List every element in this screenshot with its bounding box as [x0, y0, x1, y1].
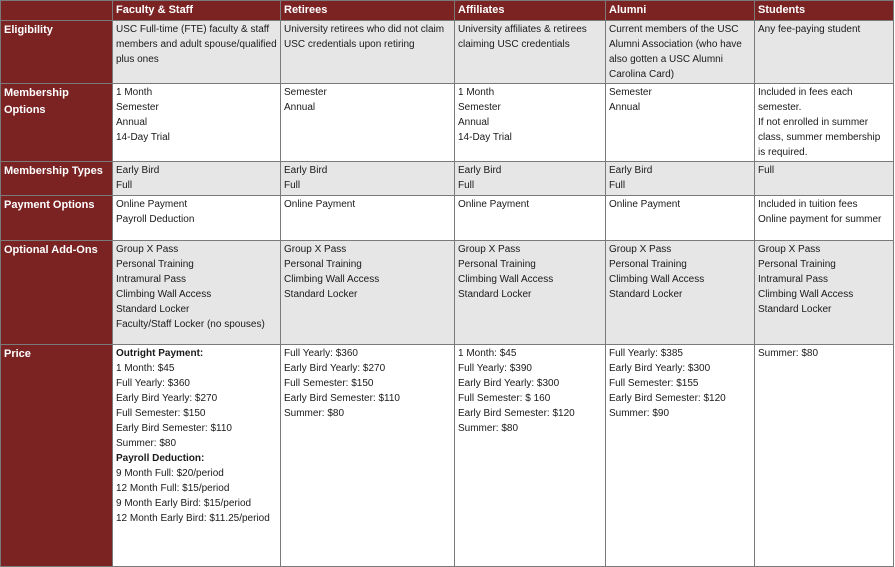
cell-membership-types-faculty-staff — [113, 162, 281, 196]
cell-eligibility-affiliates — [455, 21, 606, 84]
cell-line: If not enrolled in summer class, summer membership is required. — [758, 117, 881, 158]
cell-line: Full Semester: $155 — [609, 378, 699, 389]
cell-line: Full — [458, 180, 475, 191]
row-header-membership-options: Membership Options — [1, 84, 113, 162]
cell-line: 1 Month: $45 — [116, 363, 175, 374]
cell-line: Climbing Wall Access — [758, 289, 854, 300]
cell-line: Standard Locker — [284, 289, 358, 300]
cell-line: Included in fees each semester. — [758, 87, 853, 113]
cell-price-faculty-staff — [113, 345, 281, 567]
cell-line: Intramural Pass — [758, 274, 829, 285]
corner-header — [1, 1, 113, 21]
cell-line: 1 Month — [458, 87, 495, 98]
cell-line: Early Bird Semester: $120 — [458, 408, 575, 419]
cell-line: Semester — [284, 87, 327, 98]
cell-line: Annual — [609, 102, 641, 113]
table-row-membership-options — [1, 84, 894, 162]
cell-line: Climbing Wall Access — [116, 289, 212, 300]
row-header-optional-add-ons: Optional Add-Ons — [1, 241, 113, 345]
cell-line: Payroll Deduction — [116, 214, 195, 225]
cell-line: Climbing Wall Access — [458, 274, 554, 285]
cell-membership-types-affiliates — [455, 162, 606, 196]
cell-line: Intramural Pass — [116, 274, 187, 285]
cell-line: Full Yearly: $390 — [458, 363, 532, 374]
cell-line: Semester — [458, 102, 501, 113]
cell-line: Online Payment — [116, 199, 188, 210]
cell-line: Standard Locker — [758, 304, 832, 315]
cell-line: Group X Pass — [458, 244, 521, 255]
cell-line: Group X Pass — [116, 244, 179, 255]
cell-line: Early Bird — [284, 165, 328, 176]
cell-line: Climbing Wall Access — [284, 274, 380, 285]
column-header-faculty-staff: Faculty & Staff — [113, 1, 281, 21]
cell-line: Summer: $80 — [758, 348, 819, 359]
cell-line: Annual — [116, 117, 148, 128]
cell-line: University retirees who did not claim USC credentials upon retiring — [284, 24, 445, 50]
cell-price-affiliates — [455, 345, 606, 567]
cell-line: Full Yearly: $360 — [284, 348, 358, 359]
cell-payment-options-alumni — [606, 196, 755, 241]
cell-membership-options-faculty-staff — [113, 84, 281, 162]
cell-line: Personal Training — [609, 259, 687, 270]
cell-line: Full — [284, 180, 301, 191]
cell-membership-options-alumni — [606, 84, 755, 162]
cell-line: Full Yearly: $385 — [609, 348, 683, 359]
cell-line: Summer: $80 — [116, 438, 177, 449]
cell-line: Online Payment — [284, 199, 356, 210]
cell-line: Early Bird Semester: $120 — [609, 393, 726, 404]
cell-line: Standard Locker — [458, 289, 532, 300]
cell-line: Summer: $80 — [458, 423, 519, 434]
cell-line: Full Semester: $150 — [284, 378, 374, 389]
cell-membership-options-retirees — [281, 84, 455, 162]
cell-line: Personal Training — [758, 259, 836, 270]
cell-eligibility-alumni — [606, 21, 755, 84]
cell-line: Group X Pass — [284, 244, 347, 255]
cell-line: 12 Month Full: $15/period — [116, 483, 230, 494]
cell-eligibility-students — [755, 21, 894, 84]
cell-price-retirees — [281, 345, 455, 567]
column-header-retirees: Retirees — [281, 1, 455, 21]
column-header-affiliates: Affiliates — [455, 1, 606, 21]
cell-line: 12 Month Early Bird: $11.25/period — [116, 513, 270, 524]
cell-line: 1 Month — [116, 87, 153, 98]
cell-line: Early Bird Yearly: $270 — [116, 393, 218, 404]
header-row — [1, 1, 894, 21]
cell-line: Early Bird — [116, 165, 160, 176]
table-body — [1, 21, 894, 567]
cell-eligibility-retirees — [281, 21, 455, 84]
cell-line: Online payment for summer — [758, 214, 882, 225]
row-header-membership-types: Membership Types — [1, 162, 113, 196]
cell-subheading: Outright Payment: — [116, 348, 204, 359]
cell-line: Full Semester: $ 160 — [458, 393, 551, 404]
cell-line: Full — [609, 180, 626, 191]
cell-line: 9 Month Early Bird: $15/period — [116, 498, 252, 509]
cell-line: Annual — [458, 117, 490, 128]
cell-payment-options-affiliates — [455, 196, 606, 241]
cell-optional-add-ons-faculty-staff — [113, 241, 281, 345]
row-header-price: Price — [1, 345, 113, 567]
row-header-payment-options: Payment Options — [1, 196, 113, 241]
cell-line: Faculty/Staff Locker (no spouses) — [116, 319, 265, 330]
cell-line: Early Bird — [458, 165, 502, 176]
cell-membership-types-retirees — [281, 162, 455, 196]
cell-line: 1 Month: $45 — [458, 348, 517, 359]
cell-line: 9 Month Full: $20/period — [116, 468, 224, 479]
cell-line: Summer: $90 — [609, 408, 670, 419]
cell-line: Summer: $80 — [284, 408, 345, 419]
cell-optional-add-ons-students — [755, 241, 894, 345]
column-header-students: Students — [755, 1, 894, 21]
cell-payment-options-students — [755, 196, 894, 241]
cell-line: Online Payment — [458, 199, 530, 210]
table-row-membership-types — [1, 162, 894, 196]
cell-line: Current members of the USC Alumni Association (who have also gotten a USC Alumni Carolina Card) — [609, 24, 742, 80]
cell-line: Annual — [284, 102, 316, 113]
cell-price-students — [755, 345, 894, 567]
cell-line: Early Bird — [609, 165, 653, 176]
cell-membership-options-affiliates — [455, 84, 606, 162]
cell-line: Semester — [609, 87, 652, 98]
cell-membership-options-students — [755, 84, 894, 162]
cell-line: Early Bird Semester: $110 — [284, 393, 400, 404]
cell-payment-options-retirees — [281, 196, 455, 241]
cell-line: Semester — [116, 102, 159, 113]
cell-membership-types-students — [755, 162, 894, 196]
cell-line: Personal Training — [458, 259, 536, 270]
cell-line: Standard Locker — [609, 289, 683, 300]
table-row-optional-add-ons — [1, 241, 894, 345]
cell-subheading: Payroll Deduction: — [116, 453, 205, 464]
cell-line: Online Payment — [609, 199, 681, 210]
cell-line: Early Bird Yearly: $270 — [284, 363, 386, 374]
column-header-alumni: Alumni — [606, 1, 755, 21]
cell-line: Full Semester: $150 — [116, 408, 206, 419]
table-row-price — [1, 345, 894, 567]
cell-line: Early Bird Semester: $110 — [116, 423, 232, 434]
cell-line: 14-Day Trial — [116, 132, 170, 143]
cell-payment-options-faculty-staff — [113, 196, 281, 241]
cell-line: Any fee-paying student — [758, 24, 861, 35]
table-row-payment-options — [1, 196, 894, 241]
cell-line: Personal Training — [116, 259, 194, 270]
table-row-eligibility — [1, 21, 894, 84]
cell-line: 14-Day Trial — [458, 132, 512, 143]
row-header-eligibility: Eligibility — [1, 21, 113, 84]
cell-line: Personal Training — [284, 259, 362, 270]
cell-eligibility-faculty-staff — [113, 21, 281, 84]
cell-line: Full — [758, 165, 775, 176]
cell-membership-types-alumni — [606, 162, 755, 196]
cell-line: Early Bird Yearly: $300 — [609, 363, 711, 374]
cell-line: Full — [116, 180, 133, 191]
cell-optional-add-ons-affiliates — [455, 241, 606, 345]
cell-line: Group X Pass — [609, 244, 672, 255]
cell-line: Group X Pass — [758, 244, 821, 255]
cell-line: University affiliates & retirees claiming USC credentials — [458, 24, 587, 50]
cell-line: Early Bird Yearly: $300 — [458, 378, 560, 389]
cell-price-alumni — [606, 345, 755, 567]
cell-line: Full Yearly: $360 — [116, 378, 190, 389]
cell-optional-add-ons-retirees — [281, 241, 455, 345]
cell-line: Climbing Wall Access — [609, 274, 705, 285]
cell-optional-add-ons-alumni — [606, 241, 755, 345]
cell-line: Included in tuition fees — [758, 199, 858, 210]
cell-line: Standard Locker — [116, 304, 190, 315]
cell-line: USC Full-time (FTE) faculty & staff members and adult spouse/qualified plus ones — [116, 24, 277, 65]
